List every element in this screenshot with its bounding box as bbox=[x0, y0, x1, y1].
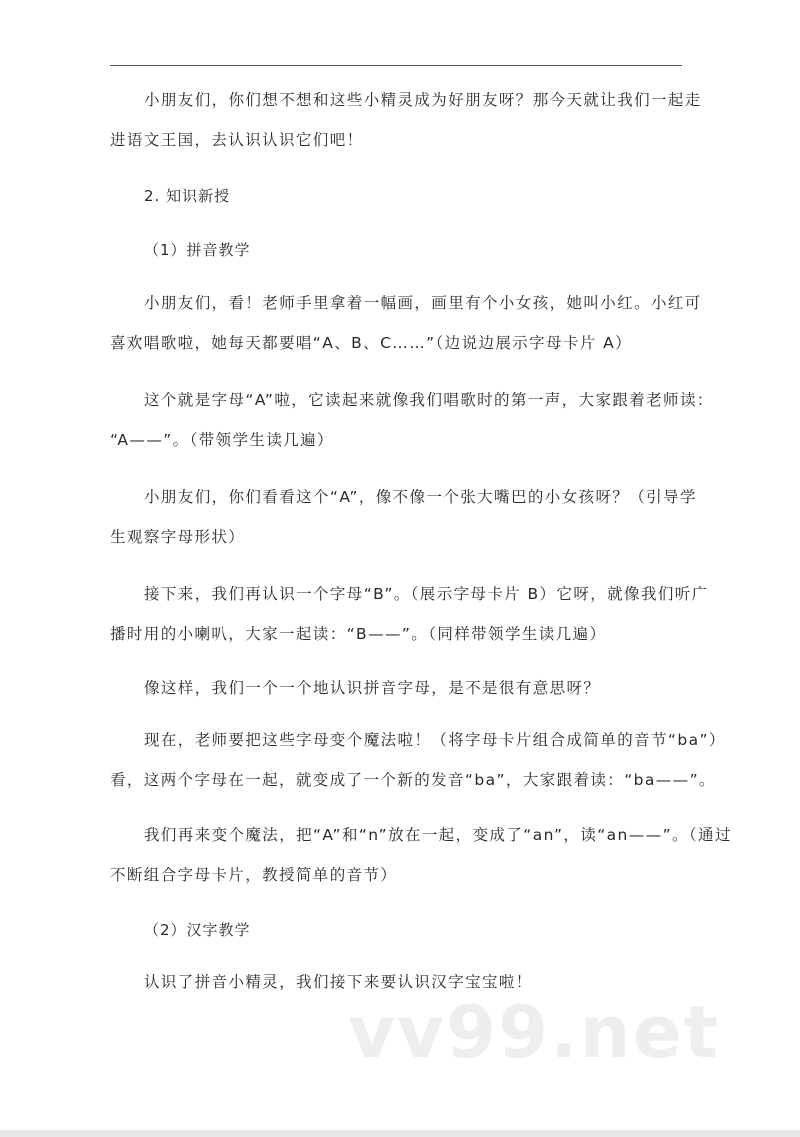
paragraph-line: 看，这两个字母在一起，就变成了一个新的发音“ba”，大家跟着读：“ba——”。 bbox=[110, 771, 716, 789]
subsection-heading-hanzi: （2）汉字教学 bbox=[144, 921, 251, 939]
paragraph-line: 认识了拼音小精灵，我们接下来要认识汉字宝宝啦！ bbox=[144, 973, 533, 991]
paragraph-syllable-ba bbox=[110, 720, 726, 800]
paragraph-line: 小朋友们，你们想不想和这些小精灵成为好朋友呀？那今天就让我们一起走 bbox=[144, 91, 702, 109]
paragraph-line: 小朋友们，看！老师手里拿着一幅画，画里有个小女孩，她叫小红。小红可 bbox=[144, 294, 702, 312]
paragraph-line: 像这样，我们一个一个地认识拼音字母，是不是很有意思呀？ bbox=[144, 679, 601, 697]
paragraph-picture-story bbox=[110, 283, 702, 363]
paragraph-line: 小朋友们，你们看看这个“A”，像不像一个张大嘴巴的小女孩呀？（引导学 bbox=[144, 488, 697, 506]
paragraph-line: 接下来，我们再认识一个字母“B”。（展示字母卡片 B）它呀，就像我们听广 bbox=[144, 585, 709, 603]
site-watermark: vv99.net bbox=[348, 990, 720, 1074]
paragraph-line: 生观察字母形状） bbox=[110, 528, 246, 546]
paragraph-line: 播时用的小喇叭，大家一起读：“B——”。（同样带领学生读几遍） bbox=[110, 625, 607, 643]
paragraph-line: 现在，老师要把这些字母变个魔法啦！（将字母卡片组合成简单的音节“ba”） bbox=[144, 731, 726, 749]
paragraph-line: 这个就是字母“A”啦，它读起来就像我们唱歌时的第一声，大家跟着老师读： bbox=[144, 391, 714, 409]
paragraph-syllable-an bbox=[110, 815, 732, 895]
paragraph-line: 进语文王国，去认识认识它们吧！ bbox=[110, 131, 364, 149]
page-bottom-edge bbox=[0, 1130, 800, 1137]
header-rule bbox=[110, 65, 682, 66]
paragraph-letter-a bbox=[110, 380, 714, 460]
paragraph-one-by-one bbox=[110, 668, 685, 708]
paragraph-intro bbox=[110, 80, 702, 160]
subsection-heading-pinyin: （1）拼音教学 bbox=[144, 241, 251, 259]
paragraph-letter-b bbox=[110, 574, 709, 654]
paragraph-line: “A——”。（带领学生读几遍） bbox=[110, 431, 334, 449]
paragraph-line: 不断组合字母卡片，教授简单的音节） bbox=[110, 866, 398, 884]
section-heading: 2. 知识新授 bbox=[144, 187, 231, 205]
paragraph-line: 我们再来变个魔法，把“A”和“n”放在一起，变成了“an”，读“an——”。（通过 bbox=[144, 826, 732, 844]
paragraph-line: 喜欢唱歌啦，她每天都要唱“A、B、C……”（边说边展示字母卡片 A） bbox=[110, 334, 633, 352]
paragraph-letter-a-shape bbox=[110, 477, 697, 557]
